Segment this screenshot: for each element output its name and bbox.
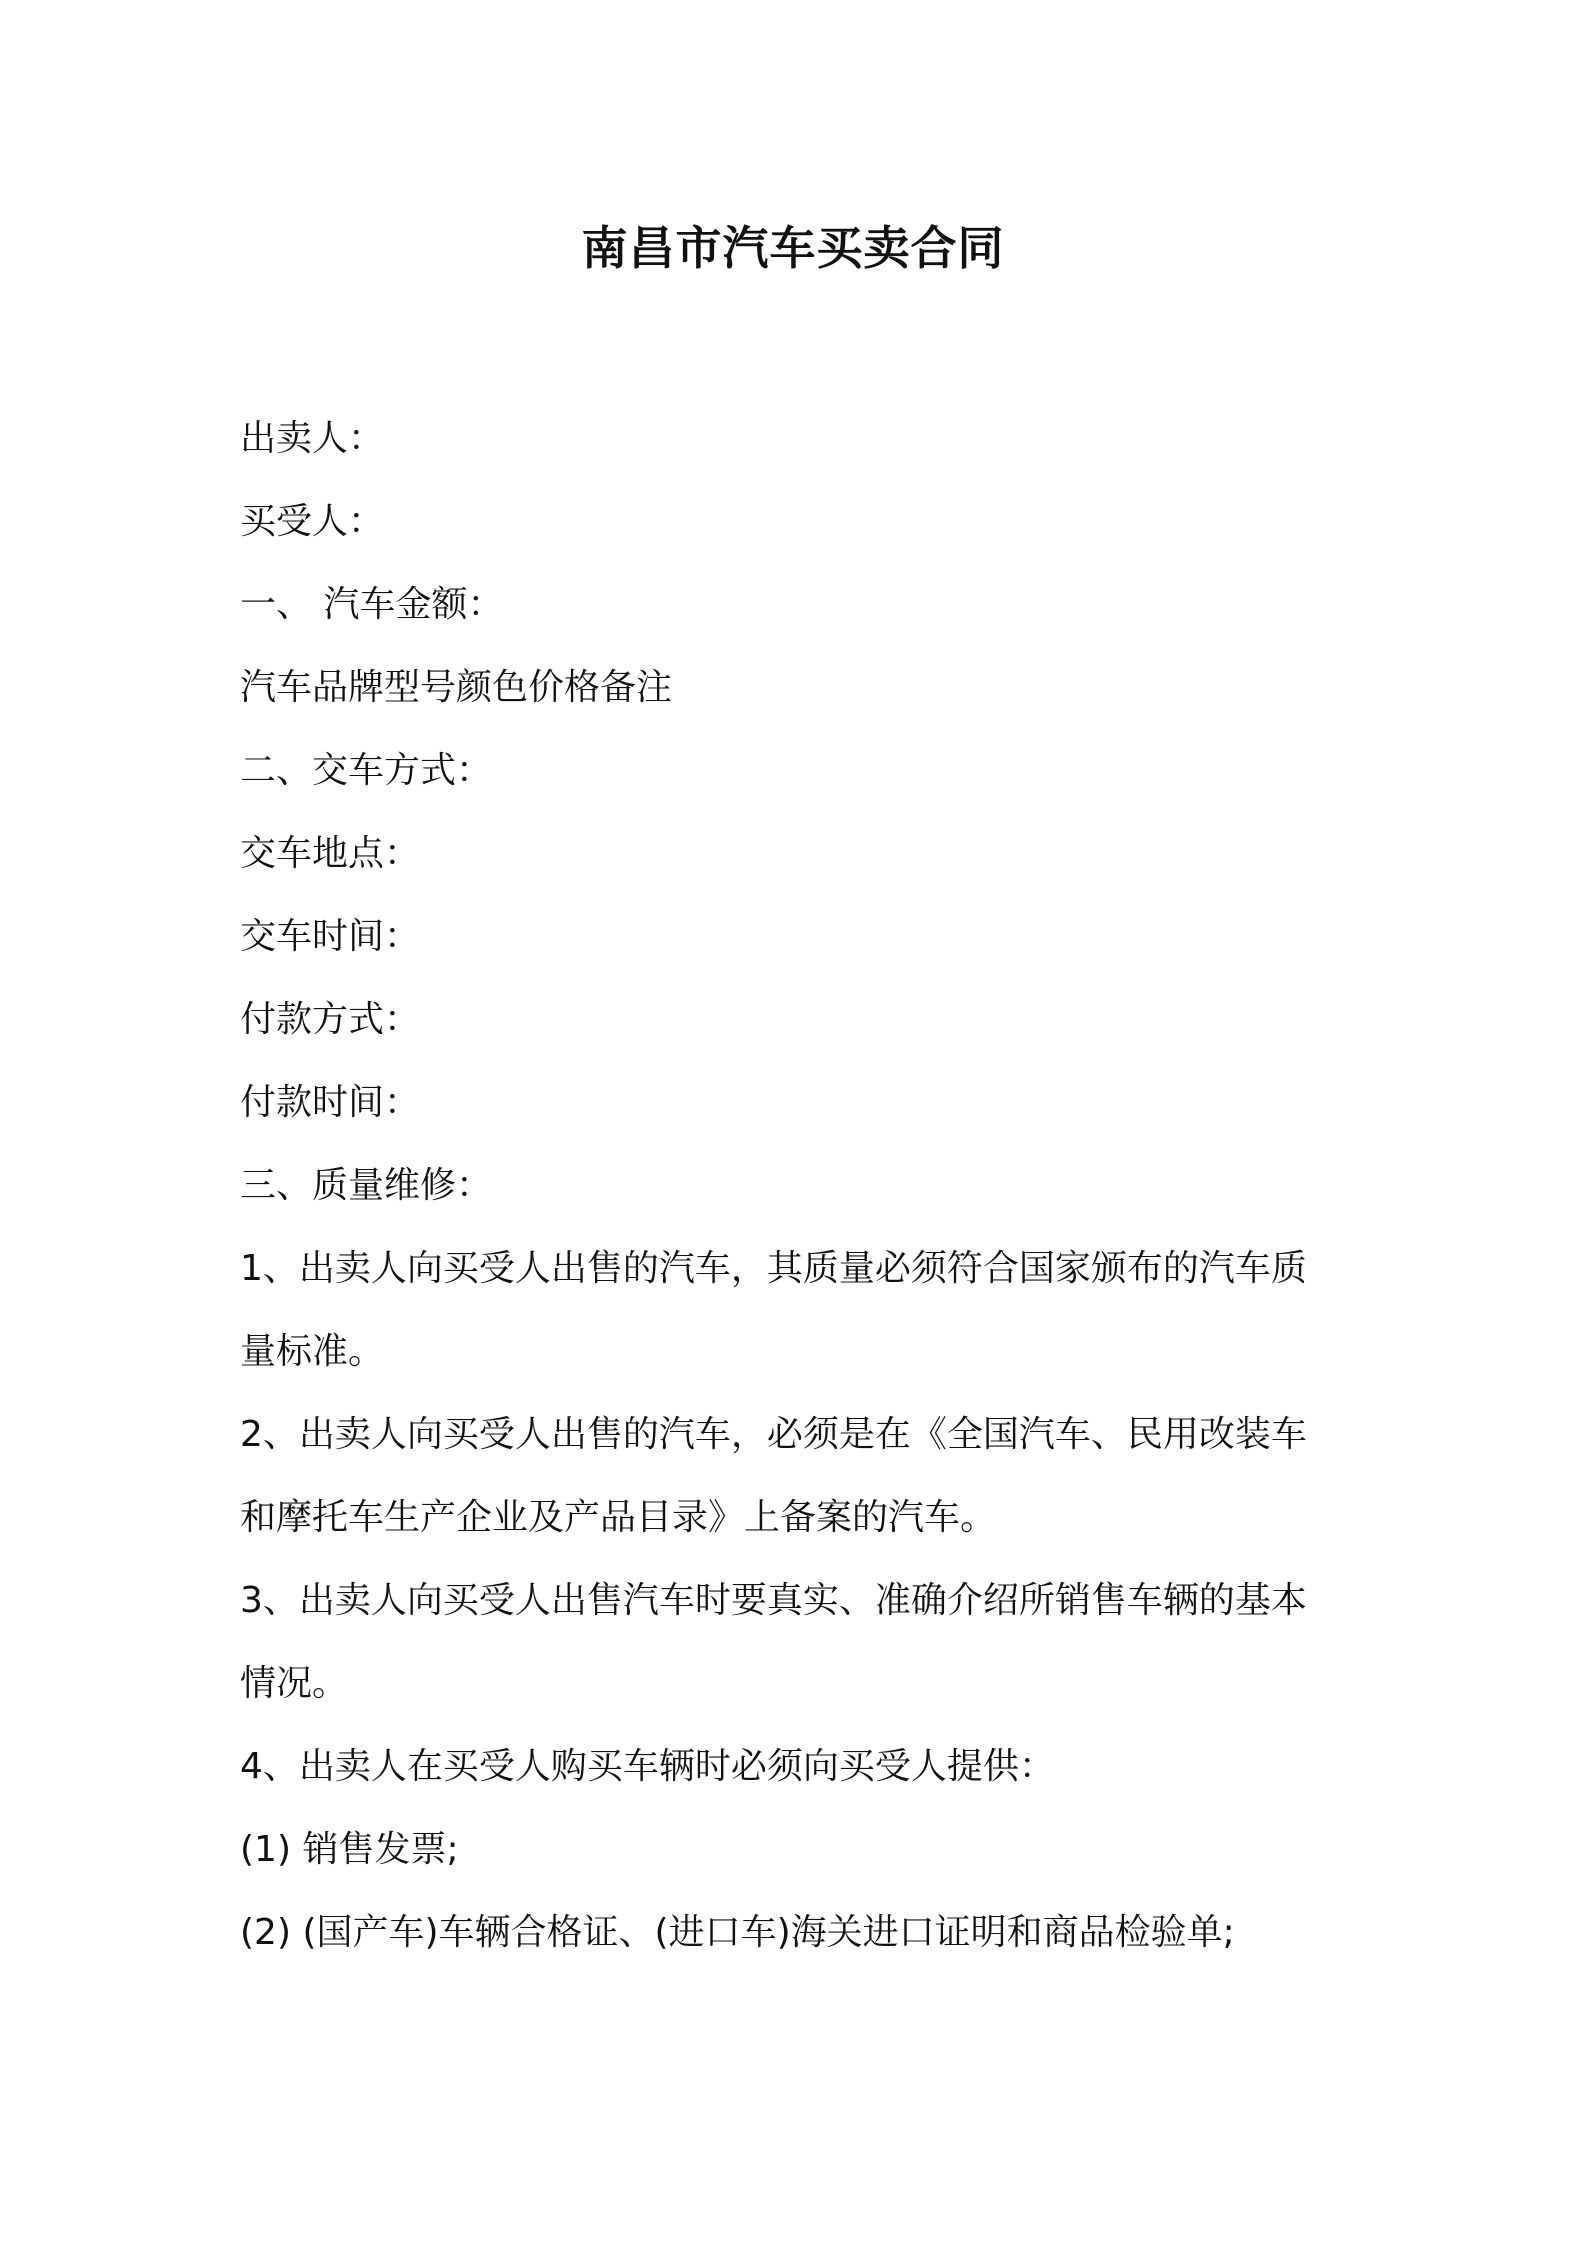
clause-2-line-1: 2、出卖人向买受人出售的汽车，必须是在《全国汽车、民用改装车: [240, 1414, 1307, 1455]
buyer-line: 买受人：: [240, 501, 385, 542]
payment-method-line: 付款方式：: [240, 999, 421, 1040]
vehicle-info-line: 汽车品牌型号颜色价格备注: [240, 667, 673, 708]
clause-1-line-1: 1、出卖人向买受人出售的汽车，其质量必须符合国家颁布的汽车质: [240, 1248, 1307, 1289]
payment-time-line: 付款时间：: [240, 1082, 421, 1123]
document-title: 南昌市汽车买卖合同: [581, 221, 1005, 275]
clause-4-item-1: (1) 销售发票;: [240, 1829, 459, 1870]
clause-4-line: 4、出卖人在买受人购买车辆时必须向买受人提供：: [240, 1746, 1055, 1787]
delivery-time-line: 交车时间：: [240, 916, 421, 957]
clause-3-line-2: 情况。: [240, 1663, 349, 1704]
clause-2-line-2: 和摩托车生产企业及产品目录》上备案的汽车。: [240, 1497, 997, 1538]
contract-body: [240, 397, 1360, 1974]
section-2-heading: 二、交车方式：: [240, 750, 493, 791]
section-1-heading: 一、 汽车金额：: [240, 584, 504, 625]
section-3-heading: 三、质量维修：: [240, 1165, 493, 1206]
clause-4-item-2: (2) (国产车)车辆合格证、(进口车)海关进口证明和商品检验单;: [240, 1912, 1235, 1953]
clause-3-line-1: 3、出卖人向买受人出售汽车时要真实、准确介绍所销售车辆的基本: [240, 1580, 1307, 1621]
seller-line: 出卖人：: [240, 418, 385, 459]
clause-1-line-2: 量标准。: [240, 1331, 385, 1372]
delivery-location-line: 交车地点：: [240, 833, 421, 874]
